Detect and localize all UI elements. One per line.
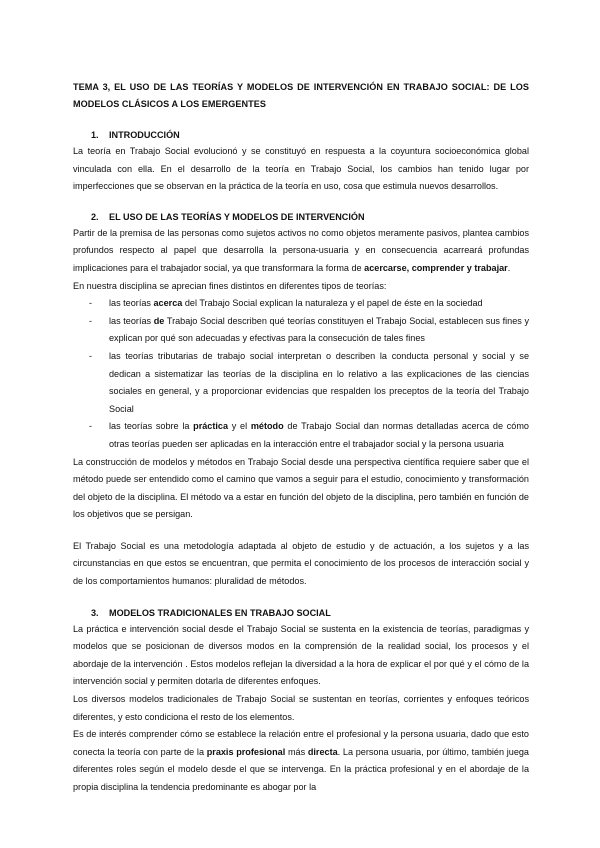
paragraph bbox=[73, 726, 529, 796]
text-run: de Trabajo Social dan normas detalladas acerca de cómo otras teorías pueden ser aplicadas en la interacción entre el trabajador social y la persona usuaria bbox=[109, 421, 529, 449]
text-run: del Trabajo Social explican la naturaleza y el papel de éste en la sociedad bbox=[182, 298, 483, 309]
bold-text: directa bbox=[307, 746, 338, 757]
document-body bbox=[73, 79, 529, 797]
bold-text: acerca bbox=[153, 298, 183, 309]
text-run: las teorías bbox=[109, 298, 154, 309]
bold-text: de bbox=[153, 315, 165, 326]
paragraph: La práctica e intervención social desde el Trabajo Social se sustenta en la existencia de teorías, paradigmas y modelos que se posicionan de diversos modos en la comprensión de la realidad social, los procesos y el abordaje de la intervención . Estos modelos reflejan la diversidad a la hora de explicar el por qué y el cómo de la intervención social y permiten dotarla de diferentes enfoques. bbox=[73, 623, 529, 687]
bold-text: práctica bbox=[193, 421, 229, 432]
list-intro: En nuestra disciplina se aprecian fines distintos en diferentes tipos de teorías: bbox=[73, 280, 387, 291]
section-title: EL USO DE LAS TEORÍAS Y MODELOS DE INTERVENCIÓN bbox=[109, 211, 365, 222]
paragraph: El Trabajo Social es una metodología adaptada al objeto de estudio y de actuación, a los sujetos y a las circunstancias en que estos se encuentran, que permita el conocimiento de los procesos de interacción social y de los comportamientos humanos: pluralidad de métodos. bbox=[73, 540, 529, 587]
section-number: 3. bbox=[91, 607, 99, 618]
paragraph: La construcción de modelos y métodos en Trabajo Social desde una perspectiva científica requiere saber que el método puede ser entendido como el camino que vamos a seguir para el estudio, conocimiento y transformación del objeto de la disciplina. El método va a estar en función del objeto de la disciplina, pero también en función de los objetivos que se persigan. bbox=[73, 456, 529, 520]
section-title: MODELOS TRADICIONALES EN TRABAJO SOCIAL bbox=[109, 607, 331, 618]
text-run: más bbox=[285, 746, 308, 757]
text-run: Es de interés comprender cómo se establece la relación entre el profesional y la persona usuaria, dado que esto conecta la teoría con parte de la bbox=[73, 729, 529, 757]
text-run: Trabajo Social describen qué teorías constituyen el Trabajo Social, establecen sus fines y explican por qué son adecuadas y efectivas para la consecución de tales fines bbox=[109, 315, 529, 344]
text-run: Partir de la premisa de las personas como sujetos activos no como objetos meramente pasivos, plantea cambios profundos respecto al papel que desarrolla la persona-usuaria y en consecuencia acarreará profundas implicaciones para el trabajador social, ya que transformara la forma de bbox=[73, 227, 529, 273]
section-number: 1. bbox=[91, 130, 99, 140]
text-run: las teorías sobre la bbox=[109, 421, 194, 432]
bold-text: acercarse, comprender y trabajar bbox=[364, 262, 508, 273]
section-heading-introduccion bbox=[73, 127, 529, 143]
bold-text: praxis profesional bbox=[206, 746, 286, 757]
text-run: y el bbox=[228, 421, 251, 432]
section-heading-modelos-tradicionales bbox=[73, 605, 529, 621]
paragraph: Los diversos modelos tradicionales de Trabajo Social se sustentan en teorías, corrientes y enfoques teóricos diferentes, y esto condiciona el resto de los elementos. bbox=[73, 694, 529, 722]
text-run: . bbox=[507, 262, 511, 273]
section-title: INTRODUCCIÓN bbox=[109, 130, 180, 140]
paragraph: La teoría en Trabajo Social evolucionó y se constituyó en respuesta a la coyuntura socioeconómica global vinculada con ella. En el desarrollo de la teoría en Trabajo Social, los cambios han tenido lugar por imperfecciones que se observan en la práctica de la teoría en uso, cosa que estimula nuevos desarrollos. bbox=[73, 146, 529, 192]
text-run: las teorías bbox=[109, 315, 154, 326]
theory-types-list bbox=[73, 295, 529, 453]
text-run: las teorías tributarias de trabajo social interpretan o describen la conducta personal y social y se dedican a sistematizar las teorías de la disciplina en lo relativo a las explicaciones de las ciencias sociales en general, y a proporcionar evidencias que respalden los preceptos de la teoría del Trabajo Social bbox=[109, 350, 529, 414]
text-run: . La persona usuaria, por último, también juega diferentes roles según el modelo desde el que se intervenga. En la práctica profesional y en el abordaje de la propia disciplina la tendencia predominante es abogar por la bbox=[73, 746, 529, 792]
section-number: 2. bbox=[91, 211, 99, 222]
list-item: - las teorías sobre la práctica y el método de Trabajo Social dan normas detalladas acerca de cómo otras teorías pueden ser aplicadas en la interacción entre el trabajador social y la persona usuaria bbox=[89, 421, 529, 449]
document-title: TEMA 3, EL USO DE LAS TEORÍAS Y MODELOS DE INTERVENCIÓN EN TRABAJO SOCIAL: DE LOS MODELOS CLÁSICOS A LOS EMERGENTES bbox=[73, 82, 529, 109]
list-item: - las teorías de Trabajo Social describen qué teorías constituyen el Trabajo Social, establecen sus fines y explican por qué son adecuadas y efectivas para la consecución de tales fines bbox=[89, 315, 529, 344]
paragraph bbox=[73, 225, 529, 278]
list-item: - las teorías tributarias de trabajo social interpretan o describen la conducta personal y social y se dedican a sistematizar las teorías de la disciplina en lo relativo a las explicaciones de las ciencias sociales en general, y a proporcionar evidencias que respalden los preceptos de la teoría del Trabajo Social bbox=[89, 350, 529, 414]
list-item: - las teorías acerca del Trabajo Social explican la naturaleza y el papel de éste en la sociedad bbox=[89, 298, 483, 309]
bold-text: método bbox=[250, 421, 284, 432]
section-heading-uso-teorias bbox=[73, 209, 529, 225]
